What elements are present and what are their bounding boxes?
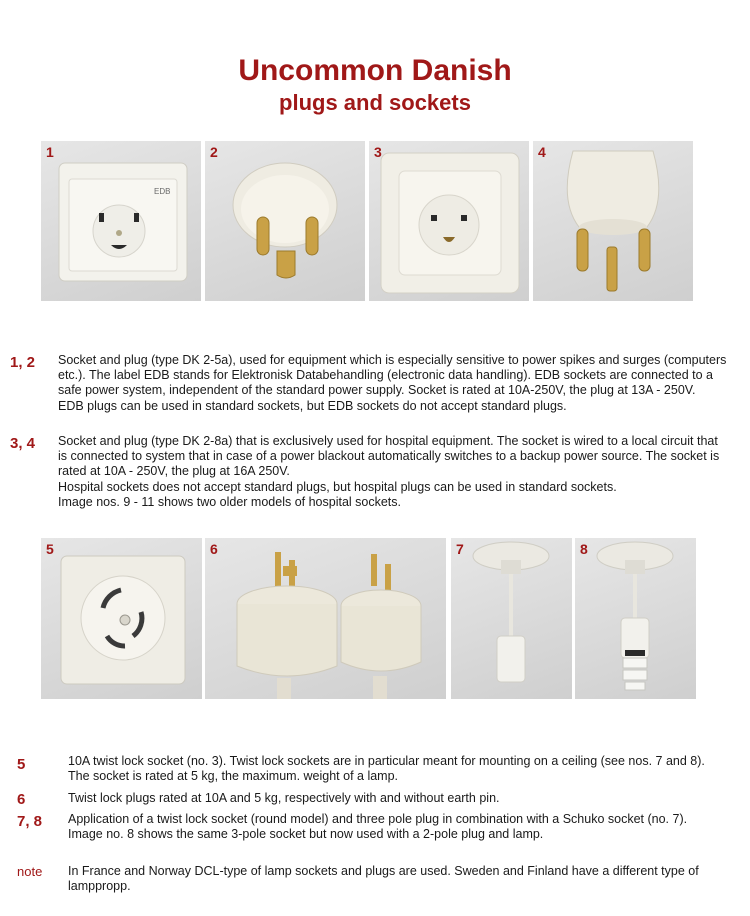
description-paragraph: EDB plugs can be used in standard sockets, but EDB sockets do not accept standard plugs. <box>58 398 567 413</box>
description-text <box>68 812 728 842</box>
photo-hospital-socket <box>369 141 529 301</box>
description-label: note <box>17 864 43 879</box>
photo-twist-lock-plugs <box>205 538 446 699</box>
page-subtitle: plugs and sockets <box>279 90 471 115</box>
twist-lock-plugs-illustration <box>205 538 446 699</box>
description-label: 1, 2 <box>10 354 36 371</box>
description-text <box>68 791 728 806</box>
description-label: 7, 8 <box>17 813 43 830</box>
hospital-plug-illustration <box>533 141 693 301</box>
photo-number: 5 <box>46 541 54 557</box>
description-paragraph: Hospital sockets does not accept standard plugs, but hospital plugs can be used in standard sockets. <box>58 479 617 494</box>
edb-socket-illustration <box>41 141 201 301</box>
description-paragraph: Socket and plug (type DK 2-8a) that is exclusively used for hospital equipment. The socket is wired to a local circuit that is connected to system that in case of a power blackout automatically switches to a backup power source. The socket is rated at 10A - 250V, the plug at 16A 250V. <box>58 434 720 479</box>
description-paragraph: In France and Norway DCL-type of lamp sockets and plugs are used. Sweden and Finland have a different type of lamppropp. <box>68 864 699 894</box>
photo-edb-socket <box>41 141 201 301</box>
ceiling-lamp-bulb-illustration <box>575 538 696 699</box>
description-label: 6 <box>17 791 26 808</box>
edb-label: EDB <box>154 187 171 196</box>
photo-number: 2 <box>210 144 218 160</box>
hospital-socket-illustration <box>369 141 529 301</box>
description-paragraph: Image no. 8 shows the same 3-pole socket but now used with a 2-pole plug and lamp. <box>68 827 544 842</box>
description-paragraph: Socket and plug (type DK 2-5a), used for equipment which is especially sensitive to power spikes and surges (computers etc.). The label EDB stands for Elektronisk Databehandling (electronic data handling). EDB sockets are connected to a safe power system, independent of the standard power supply. Socket is rated at 10A-250V, the plug at 13A - 250V. <box>58 353 727 398</box>
description-label: 5 <box>17 756 26 773</box>
description-text <box>58 353 728 414</box>
photo-number: 3 <box>374 144 382 160</box>
photo-edb-plug <box>205 141 365 301</box>
photo-ceiling-lamp-socket <box>451 538 572 699</box>
photo-number: 6 <box>210 541 218 557</box>
photo-twist-lock-socket <box>41 538 202 699</box>
ceiling-lamp-socket-illustration <box>451 538 572 699</box>
photo-number: 4 <box>538 144 546 160</box>
description-paragraph: Application of a twist lock socket (round model) and three pole plug in combination with a Schuko socket (no. 7). <box>68 812 688 826</box>
description-paragraph: 10A twist lock socket (no. 3). Twist lock sockets are in particular meant for mounting on a ceiling (see nos. 7 and 8). The socket is rated at 5 kg, the maximum. weight of a lamp. <box>68 754 705 784</box>
photo-hospital-plug <box>533 141 693 301</box>
twist-lock-socket-illustration <box>41 538 202 699</box>
photo-number: 8 <box>580 541 588 557</box>
description-text <box>58 434 728 510</box>
description-label: 3, 4 <box>10 435 36 452</box>
photo-ceiling-lamp-bulb <box>575 538 696 699</box>
edb-plug-illustration <box>205 141 365 301</box>
photo-number: 1 <box>46 144 54 160</box>
description-paragraph: Twist lock plugs rated at 10A and 5 kg, respectively with and without earth pin. <box>68 791 500 805</box>
description-paragraph: Image nos. 9 - 11 shows two older models of hospital sockets. <box>58 494 401 509</box>
photo-number: 7 <box>456 541 464 557</box>
description-text <box>68 864 728 894</box>
page-title: Uncommon Danish <box>238 54 512 87</box>
description-text <box>68 754 728 784</box>
